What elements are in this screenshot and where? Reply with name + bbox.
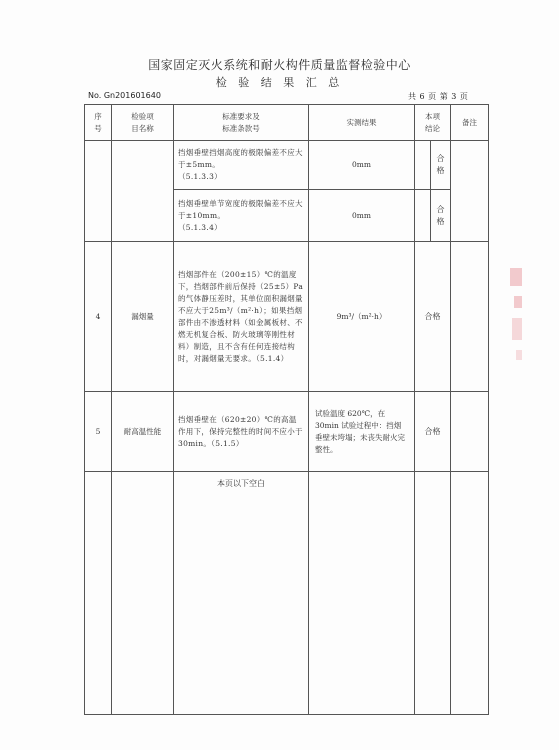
row-result: 0mm xyxy=(309,141,415,190)
blank-cell xyxy=(415,472,451,715)
col-header-no: 序 号 xyxy=(85,105,112,141)
page-title: 检 验 结 果 汇 总 xyxy=(215,76,344,89)
seal-edge-mark xyxy=(516,350,522,360)
col-header-item: 检验项 目名称 xyxy=(112,105,174,141)
row-gap xyxy=(415,190,431,242)
blank-cell xyxy=(309,472,415,715)
row-item-name: 耐高温性能 xyxy=(112,392,174,472)
row-no: 4 xyxy=(85,242,112,392)
seal-edge-mark xyxy=(514,296,522,308)
row-requirement: 挡烟垂壁单节宽度的极限偏差不应大于±10mm。 （5.1.3.4） xyxy=(174,190,309,242)
page-info: 共 6 页 第 3 页 xyxy=(408,92,469,101)
row-result: 0mm xyxy=(309,190,415,242)
row-no xyxy=(85,141,112,242)
blank-cell xyxy=(112,472,174,715)
row-gap xyxy=(415,141,431,190)
report-number: No. Gn201601640 xyxy=(88,91,161,100)
table-header-row xyxy=(85,105,489,141)
row-item-name xyxy=(112,141,174,242)
row-conclusion: 合 格 xyxy=(431,141,451,190)
col-header-conclusion: 本项 结论 xyxy=(415,105,451,141)
blank-cell xyxy=(451,472,489,715)
table-row xyxy=(85,392,489,472)
col-header-remark: 备注 xyxy=(451,105,489,141)
results-table xyxy=(84,104,489,715)
row-result: 试验温度 620℃，在30min 试验过程中：挡烟垂壁未垮塌；未丧失耐火完整性。 xyxy=(309,392,415,472)
blank-note: 本页以下空白 xyxy=(174,472,309,715)
table-row xyxy=(85,242,489,392)
seal-edge-mark xyxy=(512,318,522,340)
col-header-requirement: 标准要求及 标准条款号 xyxy=(174,105,309,141)
row-result: 9m³/（m²·h） xyxy=(309,242,415,392)
row-remark xyxy=(451,392,489,472)
row-requirement: 挡烟部件在（200±15）℃的温度下，挡烟部件前后保持（25±5）Pa的气体静压差时，其单位面积漏烟量不应大于25m³/（m²·h）；如果挡烟部件由不渗透材料（如金属板材、不燃无机复合板、防火玻璃等刚性材料）制造，且不含有任何连接结构时，对漏烟量无要求。（5.1.4） xyxy=(174,242,309,392)
row-remark xyxy=(451,242,489,392)
row-conclusion: 合格 xyxy=(415,392,451,472)
row-remark xyxy=(451,141,489,242)
blank-cell xyxy=(85,472,112,715)
row-item-name: 漏烟量 xyxy=(112,242,174,392)
org-title: 国家固定灭火系统和耐火构件质量监督检验中心 xyxy=(148,58,411,72)
row-conclusion: 合 格 xyxy=(431,190,451,242)
table-row xyxy=(85,141,489,190)
seal-edge-mark xyxy=(510,268,522,286)
row-conclusion: 合格 xyxy=(415,242,451,392)
row-no: 5 xyxy=(85,392,112,472)
row-requirement: 挡烟垂壁在（620±20）℃的高温作用下，保持完整性的时间不应小于30min。（5.1.5） xyxy=(174,392,309,472)
col-header-result: 实测结果 xyxy=(309,105,415,141)
table-row-blank xyxy=(85,472,489,715)
row-requirement: 挡烟垂壁挡烟高度的极限偏差不应大于±5mm。 （5.1.3.3） xyxy=(174,141,309,190)
